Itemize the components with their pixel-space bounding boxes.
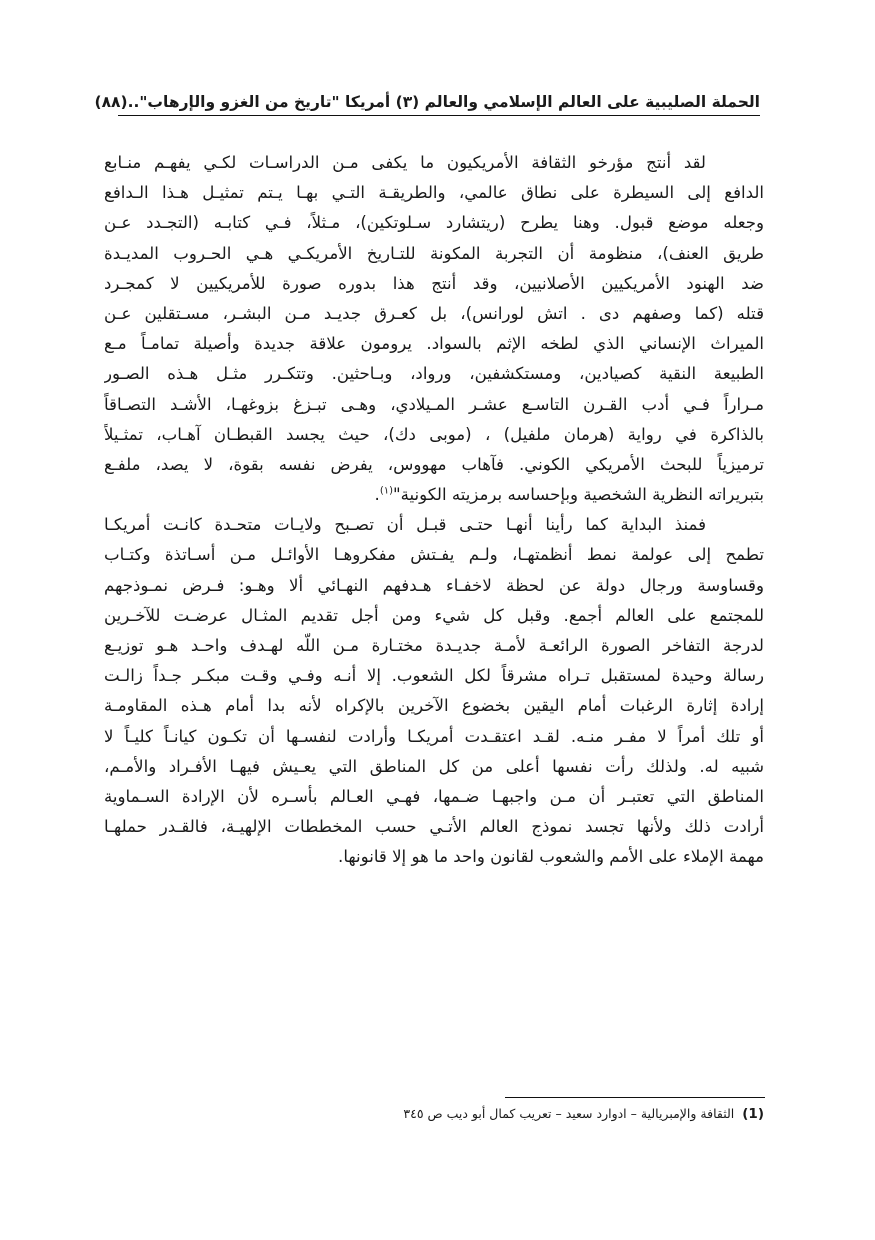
running-header xyxy=(94,86,760,116)
text-line: ضد الهنود الأمريكيين الأصلانيين، وقد أنتج هذا بدوره صورة للأمريكيين لا كمجـرد xyxy=(104,273,764,293)
text-line: مهمة الإملاء على الأمم والشعوب لقانون واحد ما هو إلا قانونها. xyxy=(338,847,764,867)
text-line: الميراث الإنساني الذي لطخه الإثم بالسواد. يرومون علاقة جديدة وأصيلة تمامـاً مـع xyxy=(104,334,764,354)
text-line: أرادت ذلك ولأنها تجسد نموذج العالم الأتـي حسب المخططات الإلهيـة، فالقـدر حملهـا xyxy=(104,817,764,837)
footnote-separator xyxy=(505,1097,765,1098)
text-line: لقد أنتج مؤرخو الثقافة الأمريكيون ما يكفى مـن الدراسـات لكـي يفهـم منـابع xyxy=(104,153,706,172)
text-line: قتله (كما وصفهم دى . اتش لورانس)، بل كعـرق جديـد مـن البشـر، مسـتقلين عـن xyxy=(104,303,764,323)
footnote-text: الثقافة والإمبريالية – ادوارد سعيد – تعريب كمال أبو ديب ص ٣٤٥ xyxy=(403,1106,735,1121)
footnote xyxy=(300,1106,764,1122)
text-line: إرادة إثارة الرغبات أمام اليقين بخضوع الآخرين بالإكراه لأنه بدا أمام هـذه المقاومـة xyxy=(104,696,764,716)
text-line: بالذاكرة في رواية (هرمان ملفيل) ، (موبى دك)، حيث يجسد القبطـان آهـاب، تمثـيلاً xyxy=(104,424,764,444)
text-line: ترميزياً للبحث الأمريكي الكوني. فآهاب مهووس، يفرض نفسه بقوة، لا يصد، ملفـع xyxy=(104,454,764,474)
text-line: للمجتمع على العالم أجمع. وقبل كل شيء ومن أجل تقديم المثـال عرضـت للآخـرين xyxy=(104,605,764,625)
paragraph-1 xyxy=(104,148,764,510)
text-line: المناطق التي تعتبـر أن مـن واجبهـا ضـمها، فهـي العـالم بأسـره لأن الإرادة السـماوية xyxy=(104,786,764,806)
text-line: رسالة وحيدة لمستقبل تـراه مشرقاً لكل الشعوب. إلا أنـه وفـي وقـت مبكـر جـداً زالـت xyxy=(104,666,764,686)
text-fragment: بتبريراته النظرية الشخصية وبإحساسه برمزيته الكونية" xyxy=(393,485,764,505)
text-line: فمنذ البداية كما رأينا أنهـا حتـى قبـل أن تصـبح ولايـات متحـدة كانـت أمريكـا xyxy=(104,515,706,535)
text-line xyxy=(104,480,764,510)
text-line: أو تلك أمراً لا مفـر منـه. لقـد اعتقـدت أمريكـا وأرادت لنفسـها أن تكـون كيانـاً كليـاً لا xyxy=(104,726,764,746)
text-line: الدافع إلى السيطرة على نطاق عالمي، والطريقـة التـي بهـا يـتم تمثيـل هـذا الـدافع xyxy=(104,183,764,203)
text-line: وقساوسة ورجال دولة عن لحظة لاخفـاء هـدفهم النهـائي ألا وهـو: فـرض نمـوذجهم xyxy=(104,575,764,595)
text-line: مـراراً فـي أدب القـرن التاسـع عشـر المـيلادي، وهـى تبـزغ بزوغهـا، الأشـد التصـاقاً xyxy=(104,394,764,414)
text-line: شبيه له. ولذلك رأت نفسها أعلى من كل المناطق التي يعـيش فيهـا الأفـراد والأمـم، xyxy=(104,756,764,776)
text-line: الطبيعة النقية كصيادين، ومستكشفين، ورواد، وبـاحثين. وتتكـرر مثـل هـذه الصـور xyxy=(104,364,764,384)
text-line: لدرجة التفاخر الصورة الرائعـة لأمـة جديـدة مختـارة مـن اللّه لهـدف واحـد هـو توزيـع xyxy=(104,636,764,655)
body-text xyxy=(104,148,764,873)
footnote-reference[interactable]: (١) xyxy=(379,485,393,497)
page-number: (٨٨) xyxy=(94,93,128,111)
footnote-marker: (1) xyxy=(742,1106,764,1122)
text-line: وجعله موضع قبول. وهنا يطرح (ريتشارد سـلوتكين)، مـثلاً، فـي كتابـه (التجـدد عـن xyxy=(104,213,764,233)
text-fragment: . xyxy=(374,485,380,505)
paragraph-2 xyxy=(104,510,764,872)
header-title: الحملة الصليبية على العالم الإسلامي والعالم (٣) أمريكا "تاريخ من الغزو والإرهاب".. xyxy=(127,93,760,111)
text-line: تطمح إلى عولمة نمط أنظمتهـا، ولـم يفـتش مفكروهـا الأوائـل مـن أسـاتذة وكتـاب xyxy=(104,545,764,565)
text-line: طريق العنف)، منظومة أن التجربة المكونة للتـاريخ الأمريكـي هـي الحـروب المديـدة xyxy=(104,243,764,263)
